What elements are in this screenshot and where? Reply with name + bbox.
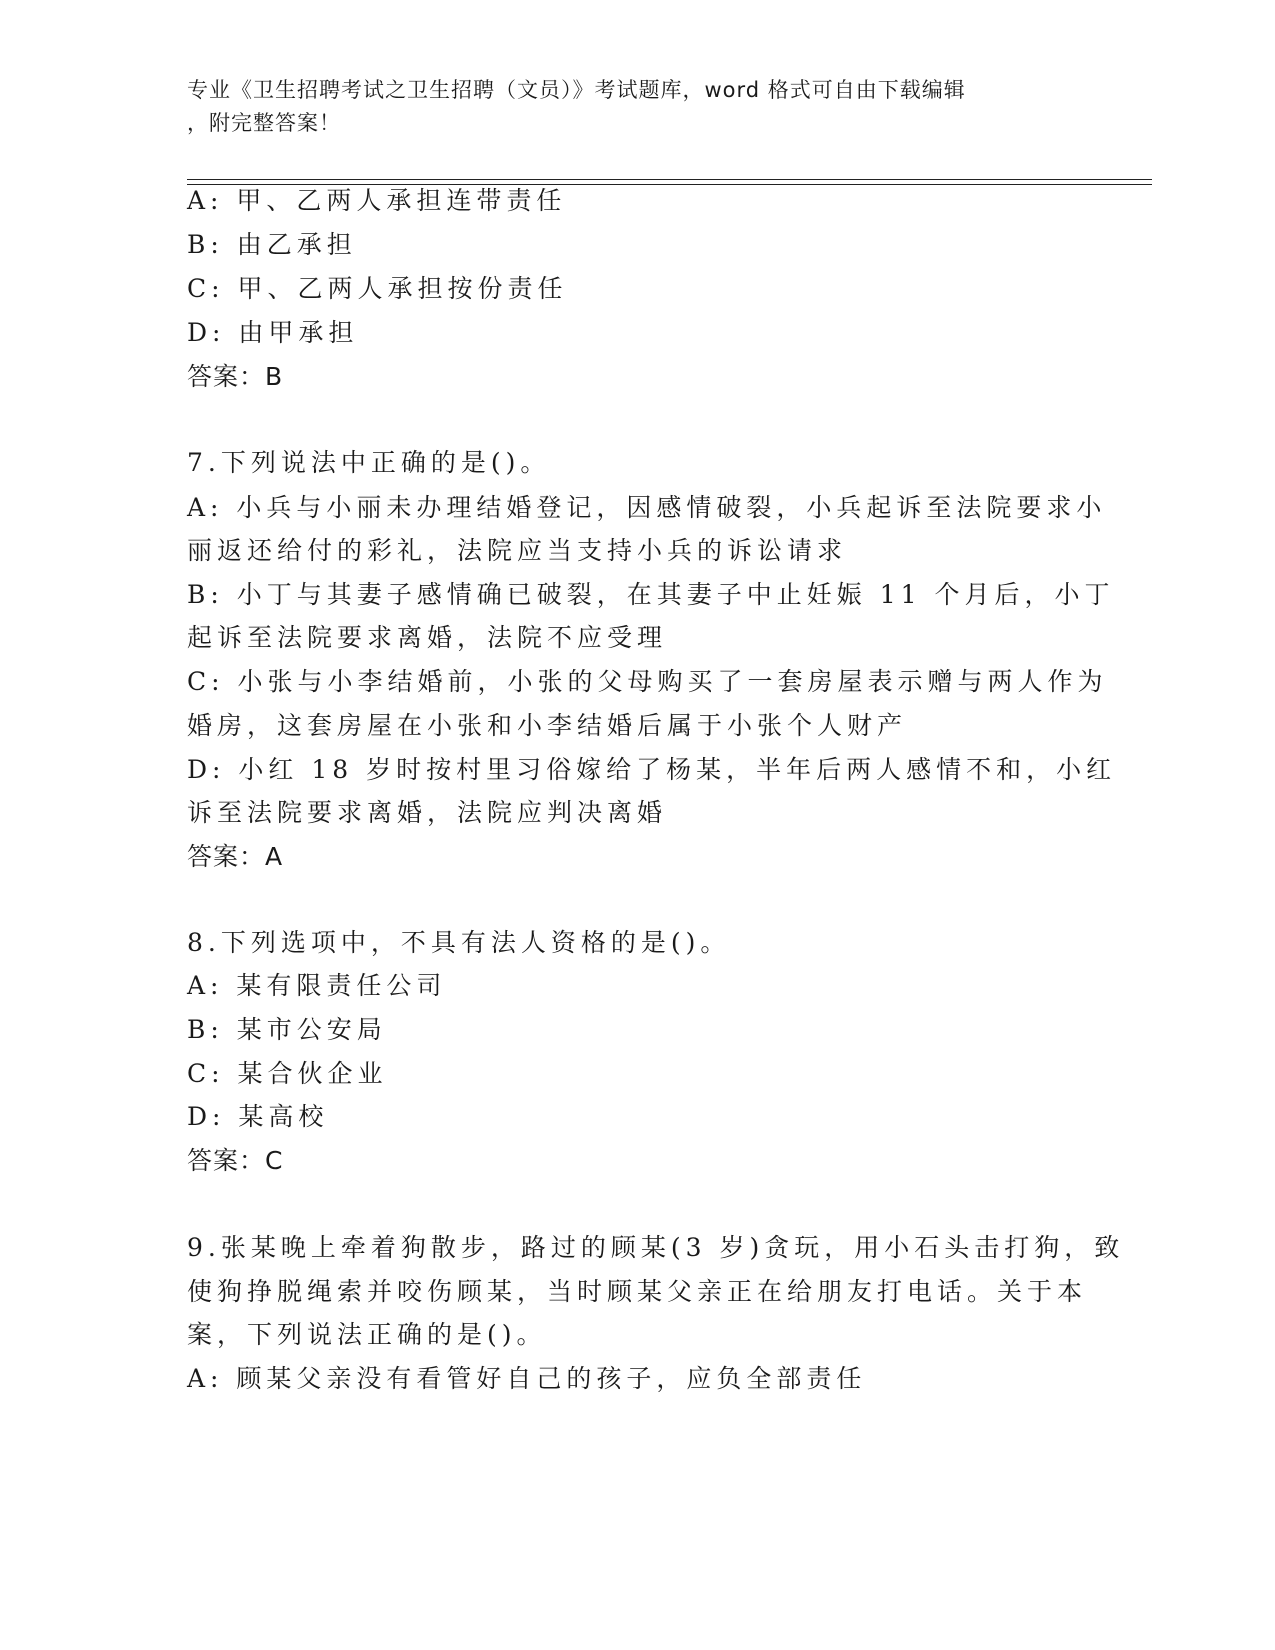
- q8-option-b: B: 某市公安局: [187, 1015, 387, 1044]
- q7-line-2: 丽返还给付的彩礼，法院应当支持小兵的诉讼请求: [187, 536, 848, 565]
- q7-line-8: 诉至法院要求离婚，法院应判决离婚: [187, 798, 668, 827]
- q7-line-3: B: 小丁与其妻子感情确已破裂，在其妻子中止妊娠 11 个月后，小丁: [187, 580, 1115, 609]
- q6-option-c: C: 甲、乙两人承担按份责任: [187, 274, 568, 303]
- q7-line-4: 起诉至法院要求离婚，法院不应受理: [187, 623, 668, 652]
- document-header: [187, 74, 1067, 140]
- q6-answer: 答案：B: [187, 362, 284, 391]
- q8-option-a: A: 某有限责任公司: [187, 971, 447, 1000]
- q7-line-5: C: 小张与小李结婚前，小张的父母购买了一套房屋表示赠与两人作为: [187, 667, 1108, 696]
- q9-line-2: 使狗挣脱绳索并咬伤顾某，当时顾某父亲正在给朋友打电话。关于本: [187, 1277, 1088, 1306]
- q7-line-1: A: 小兵与小丽未办理结婚登记，因感情破裂，小兵起诉至法院要求小: [187, 493, 1107, 522]
- q7-stem: 7.下列说法中正确的是()。: [187, 448, 551, 477]
- q7-answer: 答案：A: [187, 842, 284, 871]
- q9-line-3: 案，下列说法正确的是()。: [187, 1320, 547, 1349]
- q9-option-a: A: 顾某父亲没有看管好自己的孩子，应负全部责任: [187, 1364, 867, 1393]
- q6-option-b: B: 由乙承担: [187, 230, 357, 259]
- header-divider-top: [187, 179, 1152, 180]
- header-divider-bottom: [187, 184, 1152, 185]
- q8-stem: 8.下列选项中，不具有法人资格的是()。: [187, 928, 731, 957]
- header-line-1: 专业《卫生招聘考试之卫生招聘（文员）》考试题库，word 格式可自由下载编辑: [187, 78, 966, 102]
- header-line-2: ，附完整答案！: [187, 111, 341, 135]
- q8-answer: 答案：C: [187, 1146, 284, 1175]
- q6-option-a: A: 甲、乙两人承担连带责任: [187, 186, 567, 215]
- q6-option-d: D: 由甲承担: [187, 318, 359, 347]
- q8-option-d: D: 某高校: [187, 1102, 329, 1131]
- q9-line-1: 9.张某晚上牵着狗散步，路过的顾某(3 岁)贪玩，用小石头击打狗，致: [187, 1233, 1125, 1262]
- q8-option-c: C: 某合伙企业: [187, 1059, 388, 1088]
- q7-line-6: 婚房，这套房屋在小张和小李结婚后属于小张个人财产: [187, 711, 908, 740]
- q7-line-7: D: 小红 18 岁时按村里习俗嫁给了杨某，半年后两人感情不和，小红: [187, 755, 1117, 784]
